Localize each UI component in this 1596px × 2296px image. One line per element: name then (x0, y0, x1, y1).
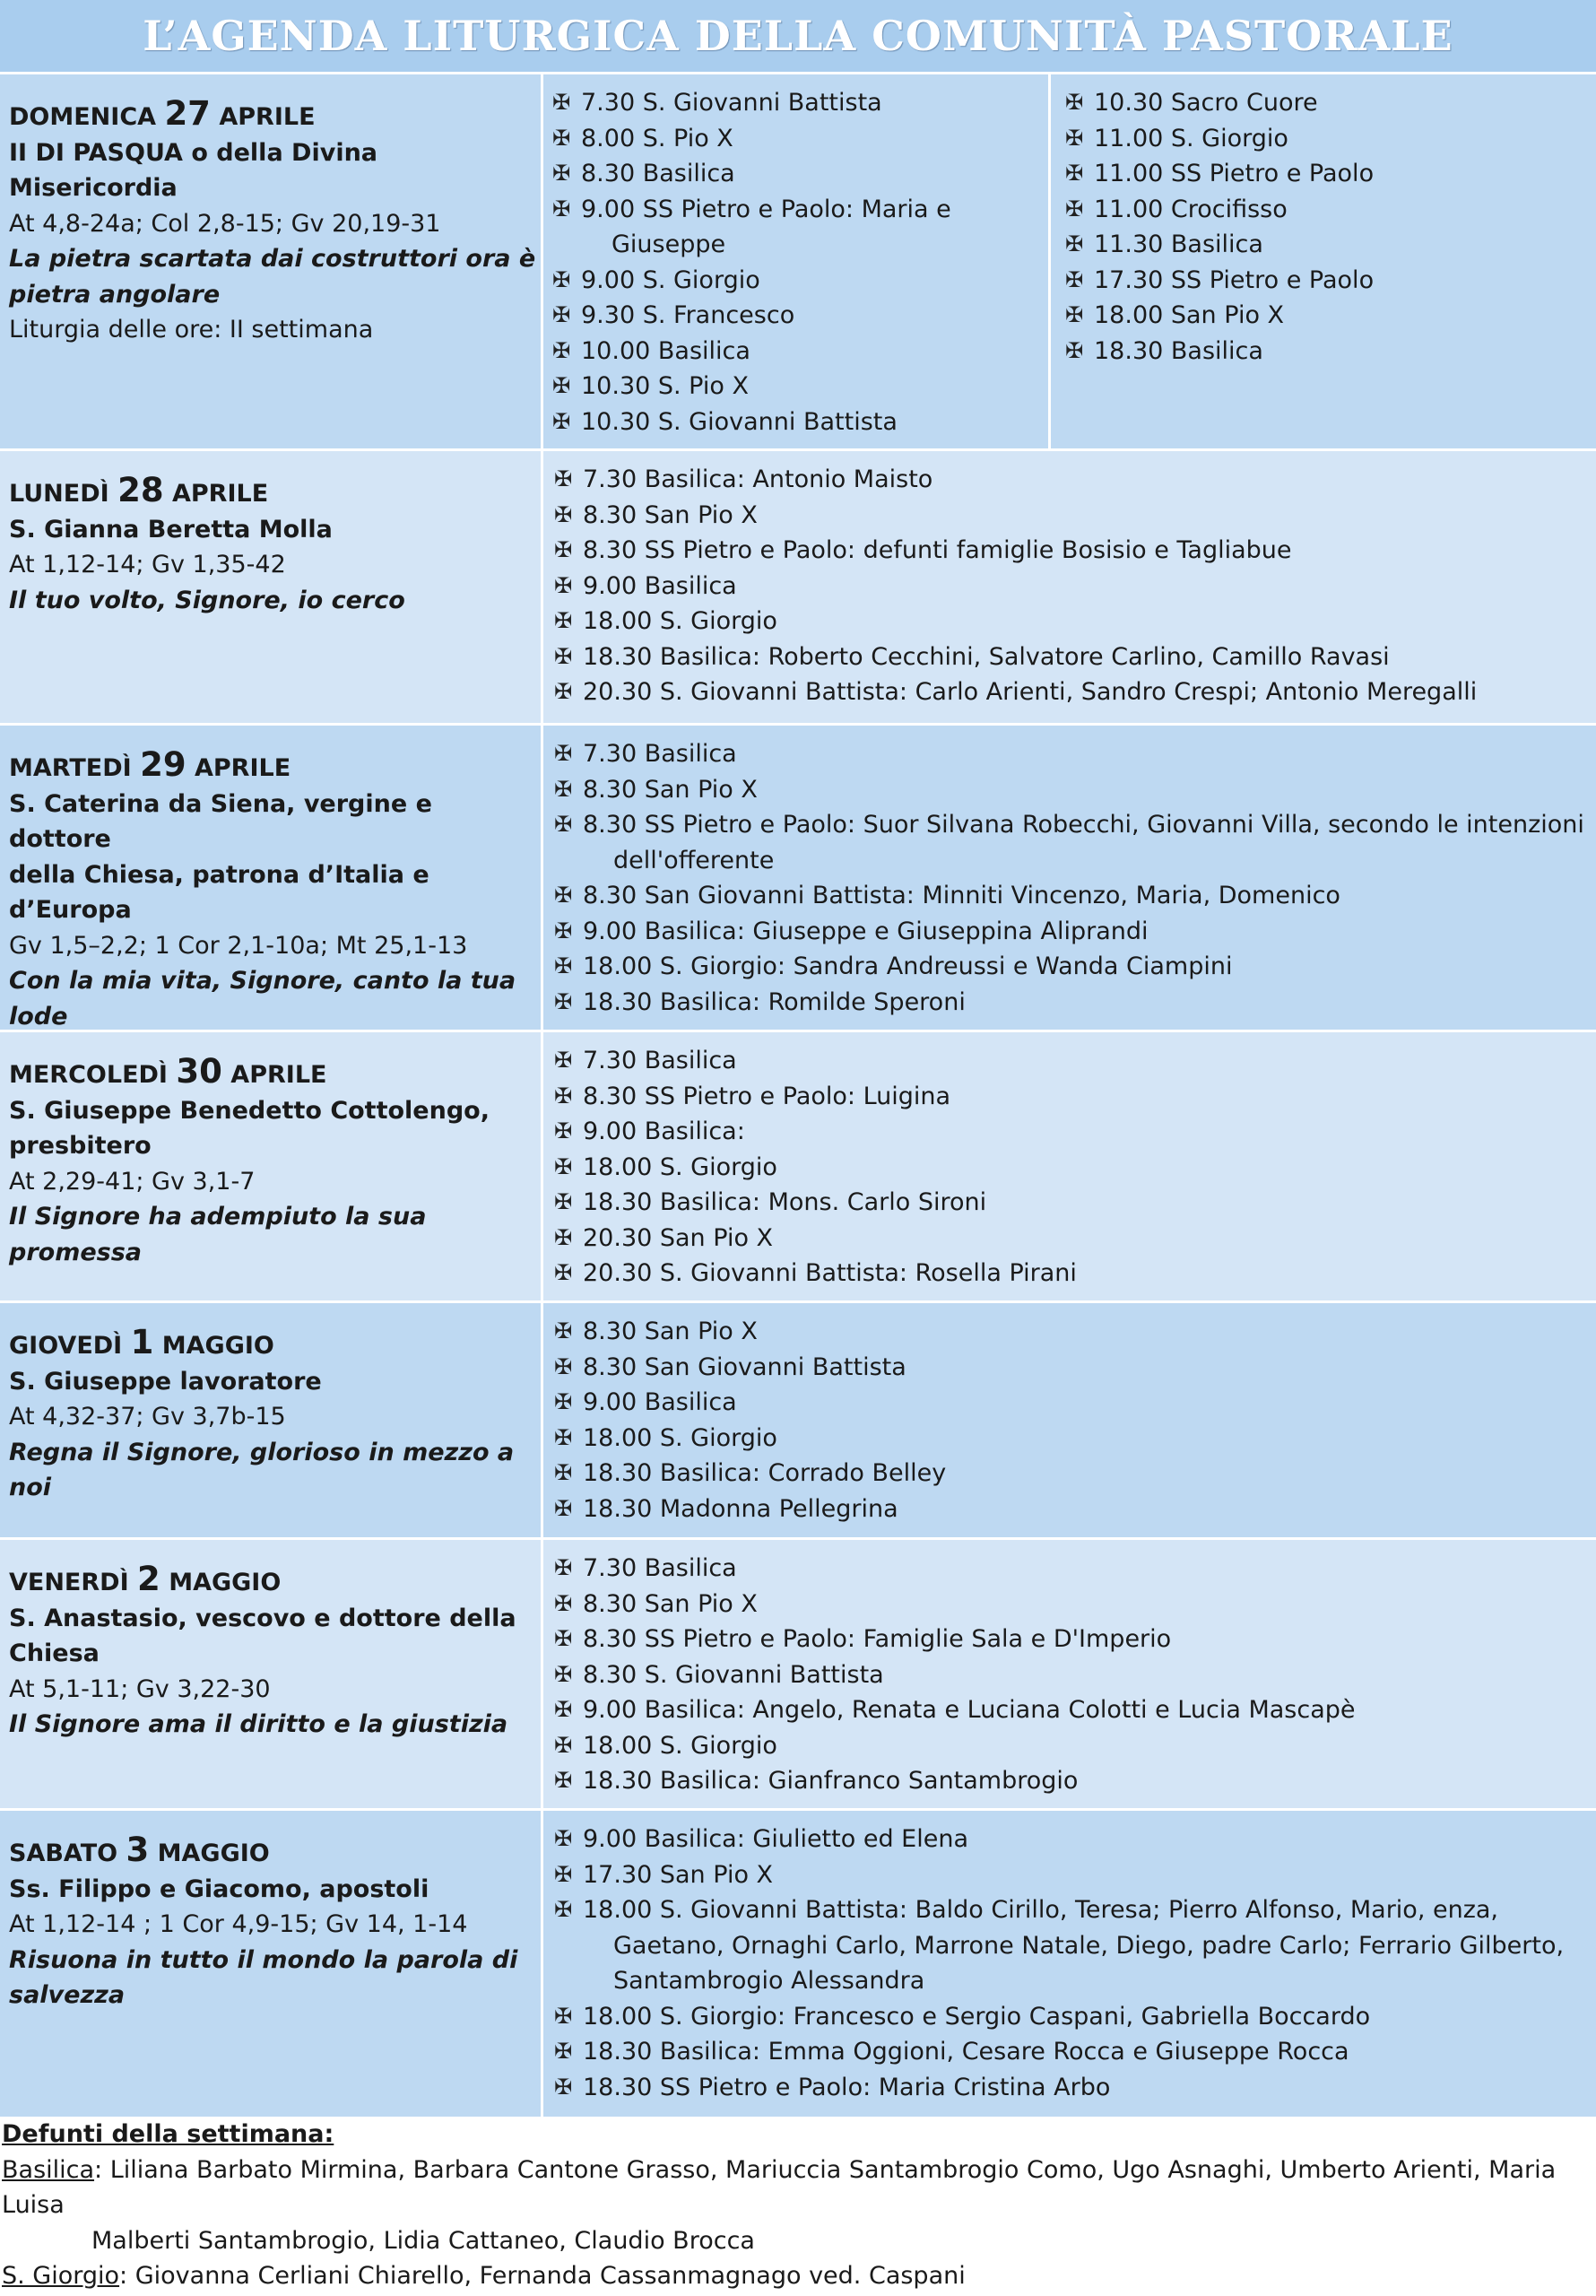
mass-item (549, 2070, 1596, 2106)
mass-list-left (543, 74, 1051, 448)
day-info (0, 1540, 543, 1808)
mass-text: 10.30 S. Giovanni Battista (581, 407, 898, 436)
mass-item (549, 1314, 1596, 1350)
month: MAGGIO (169, 1569, 282, 1596)
day-saint: II DI PASQUA o della Divina Misericordia (9, 138, 378, 202)
day-heading (9, 1325, 541, 1364)
mass-item (549, 462, 1596, 498)
mass-item (1060, 298, 1596, 334)
mass-list (549, 1811, 1596, 2117)
mass-item (549, 807, 1596, 878)
mass-text: 18.00 S. Giorgio (583, 1731, 777, 1760)
mass-text: 8.30 San Pio X (583, 1589, 758, 1618)
mass-text: 9.30 S. Francesco (581, 301, 795, 329)
mass-item (1060, 85, 1596, 121)
month: APRILE (171, 480, 269, 508)
mass-text: 18.30 Basilica: Roberto Cecchini, Salvatore Carlino, Camillo Ravasi (583, 642, 1390, 671)
mass-text: 8.30 SS Pietro e Paolo: defunti famiglie Bosisio e Tagliabue (583, 536, 1292, 564)
mass-list (549, 1303, 1596, 1537)
mass-list (549, 451, 1596, 723)
mass-item (549, 1221, 1596, 1257)
month: APRILE (194, 754, 291, 782)
mass-text: 7.30 Basilica: Antonio Maisto (583, 465, 933, 493)
mass-item (549, 1822, 1596, 1857)
mass-text: 8.30 San Pio X (583, 500, 758, 529)
mass-item (549, 1657, 1596, 1693)
day-number: 3 (126, 1831, 150, 1869)
mass-item (549, 1385, 1596, 1421)
day-number: 28 (117, 471, 164, 509)
mass-item (547, 121, 1048, 157)
mass-item (549, 1150, 1596, 1186)
mass-text: 20.30 San Pio X (583, 1223, 774, 1252)
mass-item (549, 604, 1596, 639)
day-number: 30 (176, 1052, 222, 1091)
mass-text: 11.00 S. Giorgio (1094, 124, 1288, 152)
mass-text: 9.00 Basilica: Giulietto ed Elena (583, 1825, 968, 1853)
mass-text: 17.30 SS Pietro e Paolo (1094, 265, 1375, 294)
day-saint: S. Caterina da Siena, vergine e dottore (9, 789, 432, 853)
mass-item (549, 985, 1596, 1021)
mass-text: 9.00 Basilica (583, 571, 737, 600)
mass-item (1060, 263, 1596, 299)
mass-item (549, 1456, 1596, 1492)
mass-item (549, 914, 1596, 950)
day-heading (9, 747, 541, 787)
mass-item (549, 949, 1596, 985)
mass-list (549, 1032, 1596, 1300)
mass-item (549, 1114, 1596, 1150)
day-saint: S. Giuseppe Benedetto Cottolengo, (9, 1096, 490, 1125)
day-info (0, 1811, 543, 2117)
mass-item (1060, 334, 1596, 370)
mass-item (549, 533, 1596, 569)
mass-item (1060, 192, 1596, 228)
mass-text: 20.30 S. Giovanni Battista: Rosella Pirani (583, 1259, 1077, 1287)
day-saint: della Chiesa, patrona d’Italia e d’Europa (9, 860, 429, 924)
mass-item (549, 2034, 1596, 2070)
mass-text: 18.00 S. Giorgio (583, 607, 777, 635)
mass-item (549, 498, 1596, 534)
mass-text: 9.00 Basilica (583, 1388, 737, 1416)
mass-text: 10.30 S. Pio X (581, 372, 749, 400)
mass-list (549, 726, 1596, 1030)
day-number: 2 (137, 1560, 160, 1598)
day-heading (9, 1832, 541, 1872)
mass-item (549, 1350, 1596, 1386)
day-number: 29 (140, 745, 186, 784)
mass-text: 20.30 S. Giovanni Battista: Carlo Arienti, Sandro Crespi; Antonio Meregalli (583, 678, 1478, 706)
mass-text: 9.00 S. Giorgio (581, 265, 760, 294)
day-motto: Il Signore ha adempiuto la sua promessa (9, 1203, 427, 1266)
deceased-section (0, 2117, 1596, 2296)
day-heading (9, 1054, 541, 1093)
mass-item (1060, 156, 1596, 192)
mass-item (549, 1587, 1596, 1622)
deceased-basilica-label: Basilica (2, 2155, 95, 2184)
day-readings: At 4,32-37; Gv 3,7b-15 (9, 1403, 286, 1431)
page-title: L’AGENDA LITURGICA DELLA COMUNITÀ PASTORALE (143, 12, 1453, 60)
mass-text: 18.00 S. Giorgio: Sandra Andreussi e Wanda Ciampini (583, 952, 1233, 980)
day-motto: Il tuo volto, Signore, io cerco (9, 586, 405, 614)
mass-text: 18.30 SS Pietro e Paolo: Maria Cristina Arbo (583, 2073, 1111, 2101)
mass-text: 10.00 Basilica (581, 336, 750, 365)
day-row (0, 1808, 1596, 2117)
day-saint: presbitero (9, 1132, 152, 1160)
mass-text: 7.30 Basilica (583, 1554, 737, 1582)
mass-item (547, 85, 1048, 121)
deceased-basilica-names: : Liliana Barbato Mirmina, Barbara Cantone Grasso, Mariuccia Santambrogio Como, Ugo Asnaghi, Umberto Arienti, Maria Luisa (2, 2155, 1557, 2219)
mass-text: 18.30 Basilica: Romilde Speroni (583, 987, 966, 1016)
mass-item (549, 1185, 1596, 1221)
day-motto: pietra angolare (9, 280, 221, 309)
weekday: MARTEDÌ (9, 754, 132, 782)
day-saint: S. Anastasio, vescovo e dottore della (9, 1604, 516, 1632)
mass-item (549, 1421, 1596, 1457)
mass-list-right (1051, 74, 1596, 448)
mass-item (547, 334, 1048, 370)
day-motto: salvezza (9, 1981, 126, 2009)
mass-text: 7.30 Basilica (583, 740, 737, 768)
mass-list (549, 1540, 1596, 1808)
mass-item (549, 772, 1596, 808)
mass-text: 18.00 S. Giorgio: Francesco e Sergio Caspani, Gabriella Boccardo (583, 2002, 1371, 2031)
month: APRILE (219, 103, 316, 131)
weekday: LUNEDÌ (9, 480, 109, 508)
day-saint: Chiesa (9, 1639, 100, 1667)
mass-text: 8.30 San Giovanni Battista (583, 1352, 906, 1381)
mass-item (549, 1622, 1596, 1657)
mass-text: 7.30 S. Giovanni Battista (581, 89, 882, 117)
mass-item (549, 1492, 1596, 1527)
day-readings: At 4,8-24a; Col 2,8-15; Gv 20,19-31 (9, 209, 441, 238)
day-readings: At 1,12-14 ; 1 Cor 4,9-15; Gv 14, 1-14 (9, 1910, 468, 1938)
day-row (0, 1300, 1596, 1537)
mass-item (549, 674, 1596, 710)
mass-item (549, 878, 1596, 914)
mass-text: 8.30 SS Pietro e Paolo: Luigina (583, 1082, 951, 1110)
mass-text: 8.30 San Pio X (583, 775, 758, 804)
title-bar (0, 0, 1596, 72)
day-saint: S. Giuseppe lavoratore (9, 1367, 322, 1396)
deceased-giorgio-label: S. Giorgio (2, 2262, 120, 2290)
day-row (0, 448, 1596, 723)
day-heading (9, 96, 541, 135)
mass-text: 10.30 Sacro Cuore (1094, 89, 1318, 117)
mass-text-cont: dell'offerente (613, 846, 775, 874)
mass-item (547, 263, 1048, 299)
day-heading (9, 473, 541, 512)
mass-item (549, 1043, 1596, 1079)
mass-item (547, 369, 1048, 404)
mass-text: 9.00 Basilica: (583, 1118, 745, 1145)
month: MAGGIO (157, 1839, 270, 1867)
mass-item (1060, 121, 1596, 157)
mass-text: 18.30 Basilica: Gianfranco Santambrogio (583, 1767, 1079, 1795)
mass-item (549, 1763, 1596, 1799)
mass-text: 18.30 Madonna Pellegrina (583, 1494, 898, 1523)
mass-text: 18.30 Basilica (1094, 336, 1263, 365)
weekday: SABATO (9, 1839, 118, 1867)
day-row (0, 723, 1596, 1030)
mass-item (549, 1256, 1596, 1292)
deceased-heading: Defunti della settimana: (2, 2120, 334, 2148)
mass-text: 8.30 San Giovanni Battista: Minniti Vincenzo, Maria, Domenico (583, 882, 1340, 909)
mass-item (549, 639, 1596, 675)
day-motto: Regna il Signore, glorioso in mezzo a noi (9, 1438, 515, 1501)
day-motto: Con la mia vita, Signore, canto la tua lode (9, 967, 516, 1031)
month: MAGGIO (161, 1332, 274, 1360)
day-saint: Ss. Filippo e Giacomo, apostoli (9, 1874, 429, 1903)
weekday: GIOVEDÌ (9, 1332, 123, 1360)
mass-text: 9.00 Basilica: Giuseppe e Giuseppina Aliprandi (583, 917, 1149, 945)
day-row (0, 1537, 1596, 1808)
mass-text: 11.00 SS Pietro e Paolo (1094, 160, 1375, 187)
day-readings: At 1,12-14; Gv 1,35-42 (9, 551, 286, 578)
deceased-basilica (2, 2152, 1596, 2223)
mass-item (549, 736, 1596, 772)
mass-text: 8.30 SS Pietro e Paolo: Famiglie Sala e D'Imperio (583, 1625, 1172, 1653)
mass-text: 8.30 S. Giovanni Battista (583, 1660, 884, 1689)
mass-item (549, 569, 1596, 604)
mass-text: 18.00 S. Giorgio (583, 1423, 777, 1452)
day-motto: Risuona in tutto il mondo la parola di (9, 1945, 518, 1974)
day-motto: Il Signore ama il diritto e la giustizia (9, 1710, 508, 1738)
mass-text: 8.30 San Pio X (583, 1318, 758, 1345)
mass-item (547, 298, 1048, 334)
mass-text-cont: Gaetano, Ornaghi Carlo, Marrone Natale, Diego, padre Carlo; Ferrario Gilberto, (613, 1931, 1565, 1960)
mass-item (549, 1999, 1596, 2035)
month: APRILE (230, 1061, 327, 1089)
mass-text: 17.30 San Pio X (583, 1860, 774, 1889)
day-info (0, 1303, 543, 1537)
deceased-basilica-cont: Malberti Santambrogio, Lidia Cattaneo, Claudio Brocca (91, 2226, 755, 2255)
mass-text: 8.30 Basilica (581, 160, 735, 187)
mass-item (549, 1728, 1596, 1764)
mass-text: 11.30 Basilica (1094, 230, 1263, 258)
mass-text: 9.00 SS Pietro e Paolo: Maria e (581, 195, 951, 223)
deceased-giorgio-names: : Giovanna Cerliani Chiarello, Fernanda Cassanmagnago ved. Caspani (119, 2262, 966, 2290)
mass-text: 18.00 San Pio X (1094, 301, 1285, 329)
mass-text: 18.30 Basilica: Mons. Carlo Sironi (583, 1188, 987, 1216)
mass-text: 8.30 SS Pietro e Paolo: Suor Silvana Robecchi, Giovanni Villa, secondo le intenzioni (583, 811, 1584, 839)
day-readings: At 2,29-41; Gv 3,1-7 (9, 1167, 256, 1196)
mass-text-cont: Giuseppe (612, 230, 726, 258)
day-readings: At 5,1-11; Gv 3,22-30 (9, 1674, 271, 1703)
mass-text: 11.00 Crocifisso (1094, 195, 1288, 223)
day-info (0, 451, 543, 723)
mass-item (549, 1892, 1596, 1999)
mass-item (549, 1551, 1596, 1587)
day-saint: S. Gianna Beretta Molla (9, 515, 333, 544)
weekday: DOMENICA (9, 103, 157, 131)
mass-text: 9.00 Basilica: Angelo, Renata e Luciana Colotti e Lucia Mascapè (583, 1696, 1356, 1724)
weekday: MERCOLEDÌ (9, 1061, 168, 1089)
day-heading (9, 1561, 541, 1601)
mass-item (549, 1079, 1596, 1115)
mass-item (549, 1857, 1596, 1893)
day-row (0, 1030, 1596, 1300)
mass-text: 18.30 Basilica: Emma Oggioni, Cesare Rocca e Giuseppe Rocca (583, 2038, 1349, 2066)
mass-text: 18.00 S. Giovanni Battista: Baldo Cirillo, Teresa; Pierro Alfonso, Mario, enza, (583, 1896, 1499, 1924)
deceased-giorgio (2, 2258, 1596, 2294)
mass-item (549, 1692, 1596, 1728)
mass-item (547, 404, 1048, 440)
day-readings: Gv 1,5–2,2; 1 Cor 2,1-10a; Mt 25,1-13 (9, 931, 468, 960)
mass-text: 18.30 Basilica: Corrado Belley (583, 1459, 947, 1487)
day-row (0, 72, 1596, 448)
mass-item (547, 192, 1048, 263)
day-info (0, 74, 543, 448)
day-readings: Liturgia delle ore: II settimana (9, 316, 374, 344)
day-info (0, 726, 543, 1030)
weekday: VENERDÌ (9, 1569, 129, 1596)
day-number: 1 (130, 1323, 154, 1361)
mass-text: 7.30 Basilica (583, 1047, 737, 1074)
day-info (0, 1032, 543, 1300)
day-motto: La pietra scartata dai costruttori ora è (9, 245, 536, 273)
day-number: 27 (164, 94, 211, 133)
mass-item (1060, 227, 1596, 263)
mass-text: 8.00 S. Pio X (581, 124, 733, 152)
mass-text-cont: Santambrogio Alessandra (613, 1967, 925, 1995)
mass-text: 18.00 S. Giorgio (583, 1152, 777, 1181)
mass-item (547, 156, 1048, 192)
